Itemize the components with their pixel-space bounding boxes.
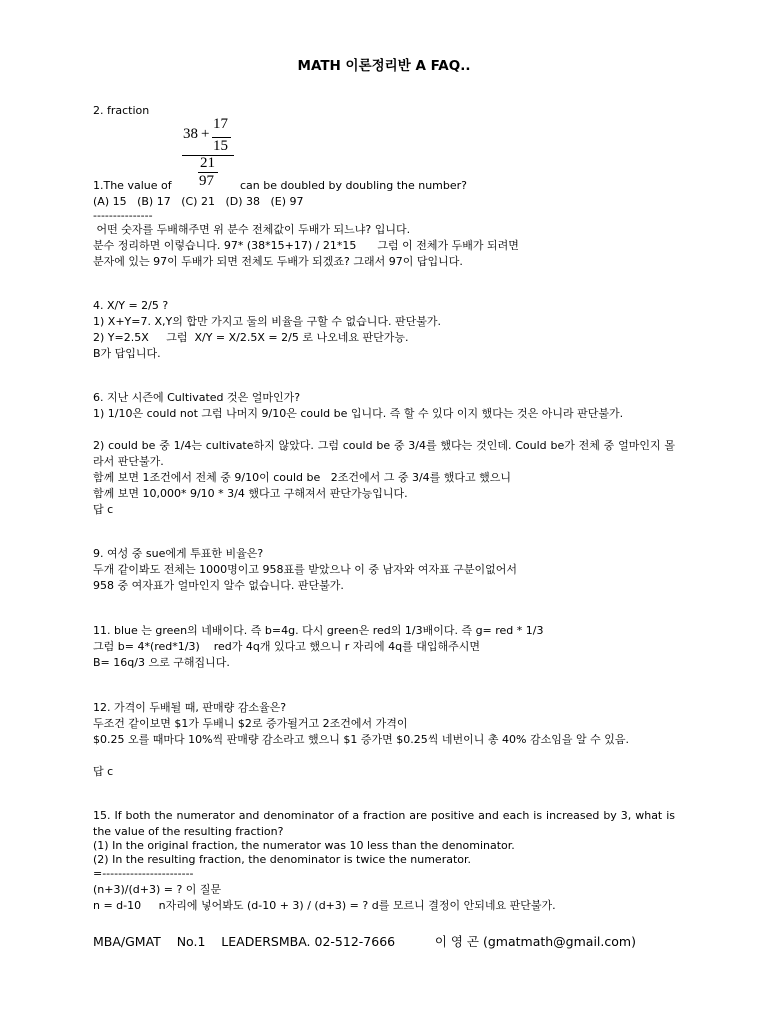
q4-answer: B가 답입니다. — [93, 347, 161, 360]
q1-explain-2: 분수 정리하면 이렇습니다. 97* (38*15+17) / 21*15 그럼 이 전체가 두배가 되려면 — [93, 239, 519, 252]
q4-line-2: 2) Y=2.5X 그럼 X/Y = X/2.5X = 2/5 로 나오네요 판단가능. — [93, 331, 409, 344]
q6-line-1: 1) 1/10은 could not 그럼 나머지 9/10은 could be 입니다. 즉 할 수 있다 이지 했다는 것은 아니라 판단불가. — [93, 407, 624, 420]
q15-statement-2: (2) In the resulting fraction, the denominator is twice the numerator. — [93, 853, 472, 866]
q4-question: 4. X/Y = 2/5 ? — [93, 299, 169, 312]
fraction-whole: 38 — [183, 126, 198, 142]
q6-line-2: 2) could be 중 1/4는 cultivate하지 않았다. 그럼 could be 중 3/4를 했다는 것인데. Could be가 전체 중 얼마인지 몰라서 판단불가. — [93, 439, 675, 468]
fraction-inner-denominator: 15 — [213, 138, 228, 154]
divider: =----------------------- — [93, 867, 194, 880]
q6-line-4: 함께 보면 10,000* 9/10 * 3/4 했다고 구해져서 판단가능입니다. — [93, 487, 408, 500]
q12-question: 12. 가격이 두배될 때, 판매량 감소율은? — [93, 701, 287, 714]
q6-answer: 답 c — [93, 503, 114, 516]
q15-line-2: n = d-10 n자리에 넣어봐도 (d-10 + 3) / (d+3) = ? d를 모르니 결정이 안되네요 판단불가. — [93, 899, 556, 912]
q9-question: 9. 여성 중 sue에게 투표한 비율은? — [93, 547, 264, 560]
q1-text-b: can be doubled by doubling the number? — [240, 179, 468, 192]
q12-line-1: 두조건 같이보면 $1가 두배니 $2로 증가될거고 2조건에서 가격이 — [93, 717, 408, 730]
q11-line-2: 그럼 b= 4*(red*1/3) red가 4q개 있다고 했으니 r 자리에 4q를 대입해주시면 — [93, 640, 481, 653]
q1-text-a: 1.The value of — [93, 179, 172, 192]
fraction-denominator: 21 — [200, 155, 215, 171]
q12-answer: 답 c — [93, 765, 114, 778]
q9-line-1: 두개 같이봐도 전체는 1000명이고 958표를 받았으나 이 중 남자와 여자표 구분이없어서 — [93, 563, 517, 576]
q1-explain-3: 분자에 있는 97이 두배가 되면 전체도 두배가 되겠죠? 그래서 97이 답입니다. — [93, 255, 463, 268]
q4-line-1: 1) X+Y=7. X,Y의 합만 가지고 둘의 비율을 구할 수 없습니다. 판단불가. — [93, 315, 441, 328]
q1-explain-1: 어떤 숫자를 두배해주면 위 분수 전체값이 두배가 되느냐? 입니다. — [93, 223, 411, 236]
fraction-outer-denominator: 97 — [199, 173, 214, 189]
page-title: MATH 이론정리반 A FAQ.. — [297, 58, 471, 74]
page-footer: MBA/GMAT No.1 LEADERSMBA. 02-512-7666 이 영 곤 (gmatmath@gmail.com) — [93, 934, 636, 949]
q6-question: 6. 지난 시즌에 Cultivated 것은 얼마인가? — [93, 391, 301, 404]
q15-statement-1: (1) In the original fraction, the numerator was 10 less than the denominator. — [93, 839, 515, 852]
q12-line-2: $0.25 오를 때마다 10%씩 판매량 감소라고 했으니 $1 증가면 $0.25씩 네번이니 총 40% 감소임을 알 수 있음. — [93, 733, 629, 746]
q6-line-3: 함께 보면 1조건에서 전체 중 9/10이 could be 2조건에서 그 중 3/4를 했다고 했으니 — [93, 471, 512, 484]
q1-choices: (A) 15 (B) 17 (C) 21 (D) 38 (E) 97 — [93, 195, 304, 208]
q9-line-2: 958 중 여자표가 얼마인지 알수 없습니다. 판단불가. — [93, 579, 344, 592]
q15-line-1: (n+3)/(d+3) = ? 이 질문 — [93, 883, 222, 896]
q15-question: 15. If both the numerator and denominator of a fraction are positive and each is increased by 3, what is the value of the resulting fraction? — [93, 809, 675, 838]
fraction-inner-numerator: 17 — [213, 116, 228, 132]
fraction-plus: + — [201, 126, 210, 142]
q11-line-3: B= 16q/3 으로 구해집니다. — [93, 656, 230, 669]
section-heading: 2. fraction — [93, 104, 150, 117]
q11-line-1: 11. blue 는 green의 네배이다. 즉 b=4g. 다시 green은 red의 1/3배이다. 즉 g= red * 1/3 — [93, 624, 544, 637]
divider: --------------- — [93, 209, 153, 222]
